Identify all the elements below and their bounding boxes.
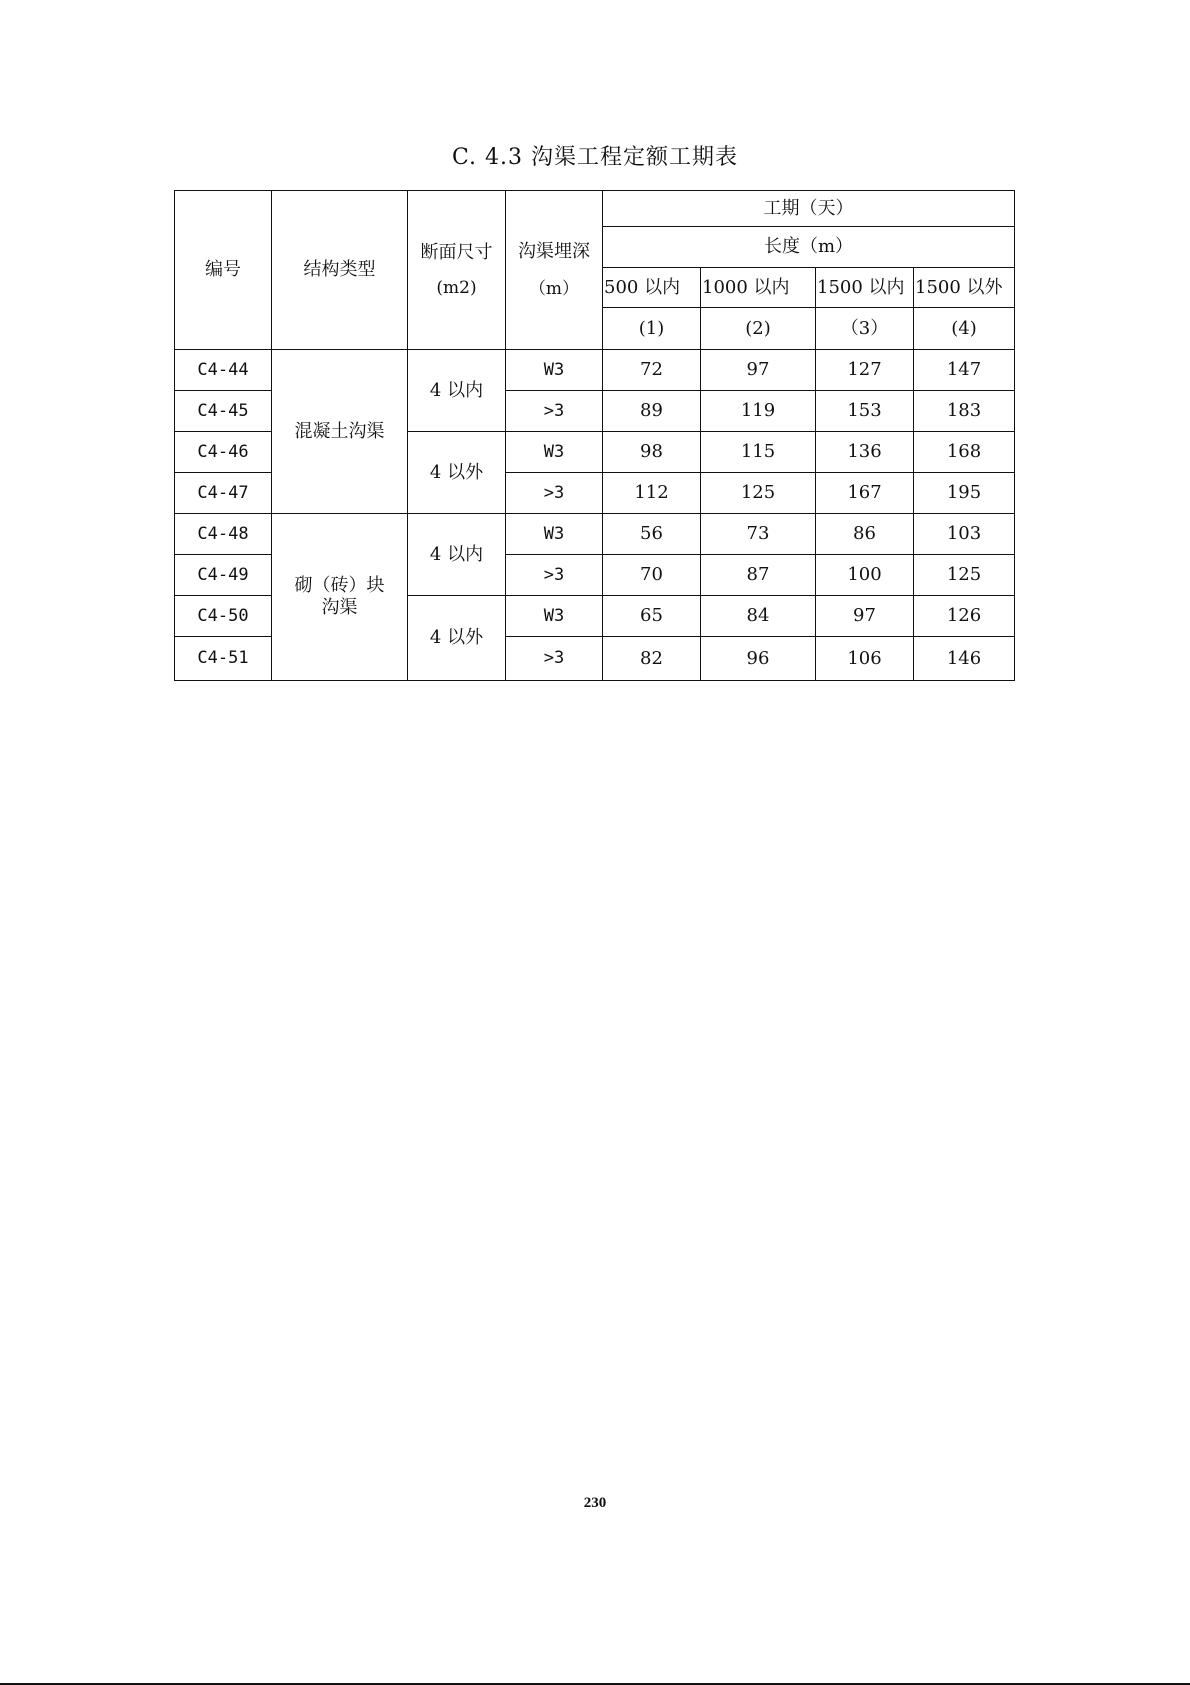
structure-type-line: 砌（砖）块	[294, 575, 385, 597]
header-row	[175, 191, 1015, 227]
header-length: 长度（m）	[603, 227, 1015, 268]
header-length-range: 1500 以内	[816, 268, 914, 308]
code-cell: C4-50	[175, 596, 272, 637]
header-column-number: (4)	[914, 308, 1015, 350]
depth-cell: W3	[506, 432, 603, 473]
depth-cell: W3	[506, 350, 603, 391]
depth-cell: W3	[506, 596, 603, 637]
value-cell: 127	[816, 350, 914, 391]
section-size-cell: 4 以外	[408, 596, 506, 681]
value-cell: 136	[816, 432, 914, 473]
value-cell: 112	[603, 473, 701, 514]
value-cell: 56	[603, 514, 701, 555]
header-burial-depth-label: 沟渠埋深	[518, 241, 590, 262]
code-cell: C4-48	[175, 514, 272, 555]
value-cell: 86	[816, 514, 914, 555]
depth-cell: >3	[506, 637, 603, 681]
page-title: C. 4.3 沟渠工程定额工期表	[451, 145, 739, 170]
value-cell: 73	[701, 514, 816, 555]
value-cell: 82	[603, 637, 701, 681]
value-cell: 70	[603, 555, 701, 596]
value-cell: 97	[816, 596, 914, 637]
value-cell: 97	[701, 350, 816, 391]
depth-cell: >3	[506, 391, 603, 432]
header-duration: 工期（天）	[603, 191, 1015, 227]
header-length-range: 500 以内	[603, 268, 701, 308]
header-structure-type: 结构类型	[272, 191, 408, 350]
value-cell: 84	[701, 596, 816, 637]
value-cell: 168	[914, 432, 1015, 473]
header-column-number: (1)	[603, 308, 701, 350]
value-cell: 72	[603, 350, 701, 391]
value-cell: 126	[914, 596, 1015, 637]
page-number: 230	[583, 1495, 607, 1511]
construction-period-table	[174, 190, 1015, 681]
header-section-size-label: 断面尺寸	[420, 242, 493, 263]
structure-type-cell	[272, 514, 408, 681]
section-size-cell: 4 以内	[408, 514, 506, 596]
header-section-size	[408, 191, 506, 350]
code-cell: C4-51	[175, 637, 272, 681]
value-cell: 183	[914, 391, 1015, 432]
header-length-range: 1000 以内	[701, 268, 816, 308]
value-cell: 98	[603, 432, 701, 473]
code-cell: C4-44	[175, 350, 272, 391]
table-row	[175, 514, 1015, 555]
code-cell: C4-46	[175, 432, 272, 473]
header-length-range: 1500 以外	[914, 268, 1015, 308]
header-burial-depth-unit: （m）	[528, 278, 580, 299]
value-cell: 195	[914, 473, 1015, 514]
section-size-cell: 4 以内	[408, 350, 506, 432]
value-cell: 119	[701, 391, 816, 432]
value-cell: 106	[816, 637, 914, 681]
structure-type-cell: 混凝土沟渠	[272, 350, 408, 514]
value-cell: 153	[816, 391, 914, 432]
code-cell: C4-49	[175, 555, 272, 596]
header-code: 编号	[175, 191, 272, 350]
value-cell: 167	[816, 473, 914, 514]
structure-type-line: 沟渠	[321, 597, 358, 618]
depth-cell: W3	[506, 514, 603, 555]
value-cell: 115	[701, 432, 816, 473]
header-section-size-unit: (m2)	[436, 277, 477, 298]
value-cell: 125	[914, 555, 1015, 596]
header-column-number: （3）	[816, 308, 914, 350]
value-cell: 125	[701, 473, 816, 514]
value-cell: 103	[914, 514, 1015, 555]
header-column-number: (2)	[701, 308, 816, 350]
value-cell: 89	[603, 391, 701, 432]
table-row	[175, 350, 1015, 391]
section-size-cell: 4 以外	[408, 432, 506, 514]
code-cell: C4-45	[175, 391, 272, 432]
depth-cell: >3	[506, 555, 603, 596]
value-cell: 146	[914, 637, 1015, 681]
header-burial-depth	[506, 191, 603, 350]
depth-cell: >3	[506, 473, 603, 514]
value-cell: 147	[914, 350, 1015, 391]
code-cell: C4-47	[175, 473, 272, 514]
value-cell: 87	[701, 555, 816, 596]
value-cell: 100	[816, 555, 914, 596]
value-cell: 65	[603, 596, 701, 637]
value-cell: 96	[701, 637, 816, 681]
